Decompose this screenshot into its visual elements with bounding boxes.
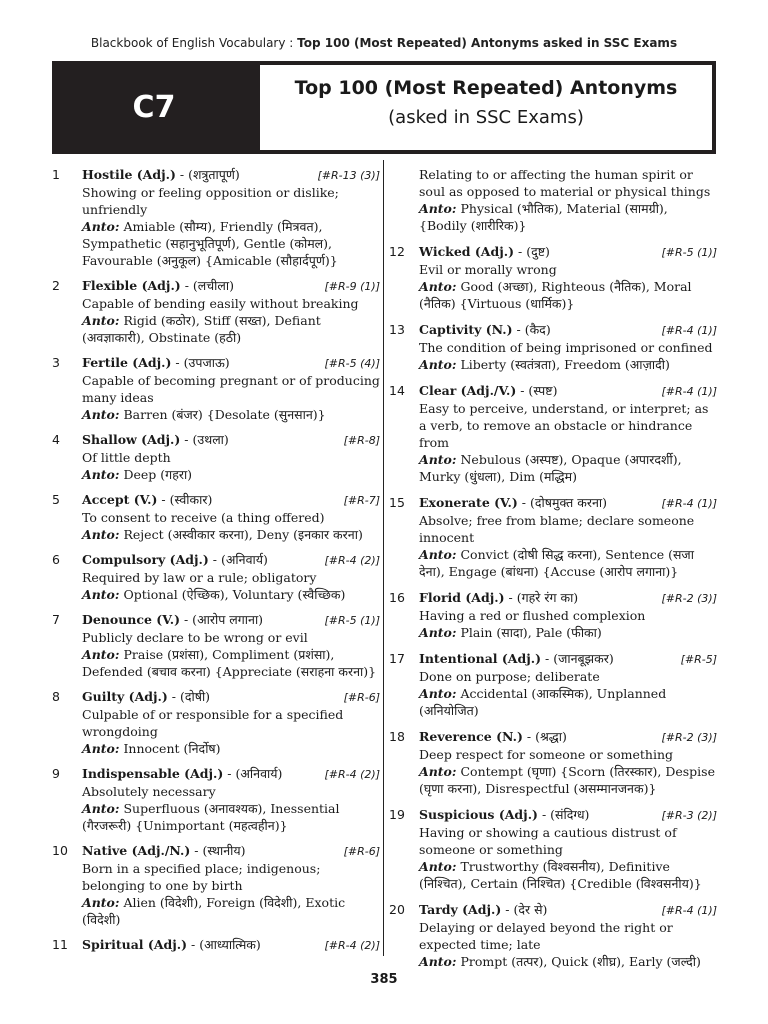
entry-definition: Capable of becoming pregnant or of producing many ideas — [82, 373, 380, 405]
entry-number: 8 — [52, 689, 60, 704]
entry-number: 17 — [389, 651, 405, 666]
entry-headword-line — [419, 243, 717, 261]
headword: Guilty (Adj.) — [82, 689, 168, 704]
entry-number: 3 — [52, 355, 60, 370]
entry-definition: Publicly declare to be wrong or evil — [82, 630, 308, 645]
entry-definition: To consent to receive (a thing offered) — [82, 510, 325, 525]
antonym-list: Physical (भौतिक), Material (सामग्री), {Bodily (शारीरिक)} — [419, 201, 668, 233]
hindi-meaning: - (अनिवार्य) — [208, 552, 268, 567]
hindi-meaning: - (संदिग्ध) — [537, 807, 590, 822]
entry-headword-line — [82, 936, 380, 954]
headword-group — [82, 277, 234, 294]
entry-number: 9 — [52, 766, 60, 781]
antonym-list: Amiable (सौम्य), Friendly (मित्रवत), Sympathetic (सहानुभूतिपूर्ण), Gentle (कोमल), Favourable (अनुकूल) {Amicable (सौहार्दपूर्ण)} — [82, 219, 338, 268]
entry-antonyms — [419, 685, 717, 719]
repeat-reference: [#R-5 (1)] — [661, 246, 717, 259]
entry-headword-line — [82, 166, 380, 184]
running-topic: Top 100 (Most Repeated) Antonyms asked in SSC Exams — [297, 36, 678, 50]
vocab-entry — [50, 936, 380, 954]
entry-number: 18 — [389, 729, 405, 744]
antonym-list: Contempt (घृणा) {Scorn (तिरस्कार), Despise (घृणा करना), Disrespectful (असम्मानजनक)} — [419, 764, 715, 796]
entry-antonyms — [82, 466, 380, 483]
entry-headword-line — [82, 688, 380, 706]
hindi-meaning: - (स्वीकार) — [157, 492, 213, 507]
anto-label: Anto: — [419, 279, 457, 294]
anto-label: Anto: — [419, 547, 457, 562]
entry-antonyms — [419, 624, 717, 641]
headword-group — [419, 650, 614, 667]
headword: Shallow (Adj.) — [82, 432, 181, 447]
entry-definition: Delaying or delayed beyond the right or expected time; late — [419, 920, 673, 952]
entry-11-continuation — [387, 166, 717, 234]
antonym-list: Barren (बंजर) {Desolate (सुनसान)} — [119, 407, 326, 422]
repeat-reference: [#R-4 (2)] — [324, 768, 380, 781]
headword-group — [82, 765, 282, 782]
headword-group — [82, 551, 268, 568]
entry-number: 6 — [52, 552, 60, 567]
antonym-list: Liberty (स्वतंत्रता), Freedom (आज़ादी) — [456, 357, 670, 372]
entry-definition: Evil or morally wrong — [419, 262, 557, 277]
anto-label: Anto: — [419, 452, 457, 467]
vocab-entry — [387, 728, 717, 797]
anto-label: Anto: — [419, 686, 457, 701]
vocab-entry — [50, 277, 380, 346]
entry-headword-line — [82, 551, 380, 569]
headword: Suspicious (Adj.) — [419, 807, 538, 822]
hindi-meaning: - (आरोप लगाना) — [180, 612, 264, 627]
anto-label: Anto: — [82, 741, 120, 756]
vocab-entry — [387, 382, 717, 485]
hindi-meaning: - (कैद) — [512, 322, 551, 337]
vocab-entry — [50, 166, 380, 269]
anto-label: Anto: — [82, 801, 120, 816]
entry-definition: Having a red or flushed complexion — [419, 608, 646, 623]
hindi-meaning: - (देर से) — [501, 902, 548, 917]
vocab-entry — [50, 431, 380, 483]
headword: Reverence (N.) — [419, 729, 523, 744]
antonym-list: Rigid (कठोर), Stiff (सख्त), Defiant (अवज्ञाकारी), Obstinate (हठी) — [82, 313, 321, 345]
chapter-title: Top 100 (Most Repeated) Antonyms — [294, 77, 678, 99]
headword-group — [82, 688, 210, 705]
antonym-list: Deep (गहरा) — [119, 467, 193, 482]
headword: Wicked (Adj.) — [419, 244, 515, 259]
entry-number: 12 — [389, 244, 405, 259]
headword-group — [82, 354, 230, 371]
hindi-meaning: - (उथला) — [180, 432, 229, 447]
vocab-entry — [387, 243, 717, 312]
hindi-meaning: - (श्रद्धा) — [522, 729, 567, 744]
hindi-meaning: - (स्पष्ट) — [516, 383, 558, 398]
vocab-entry — [50, 611, 380, 680]
entry-number: 13 — [389, 322, 405, 337]
entry-number: 14 — [389, 383, 405, 398]
entry-number: 19 — [389, 807, 405, 822]
headword: Denounce (V.) — [82, 612, 181, 627]
entry-headword-line — [419, 728, 717, 746]
entry-headword-line — [82, 611, 380, 629]
hindi-meaning: - (जानबूझकर) — [541, 651, 614, 666]
repeat-reference: [#R-4 (1)] — [661, 385, 717, 398]
headword: Florid (Adj.) — [419, 590, 505, 605]
entry-antonyms — [82, 894, 380, 928]
right-column — [387, 166, 717, 979]
hindi-meaning: - (स्थानीय) — [190, 843, 246, 858]
anto-label: Anto: — [82, 313, 120, 328]
entry-definition: The condition of being imprisoned or confined — [419, 340, 713, 355]
entry-antonyms — [82, 526, 380, 543]
vocab-entry — [387, 321, 717, 373]
anto-label: Anto: — [82, 219, 120, 234]
entry-headword-line — [419, 494, 717, 512]
entry-headword-line — [419, 321, 717, 339]
anto-label: Anto: — [82, 647, 120, 662]
entry-antonyms — [419, 200, 717, 234]
entry-definition: Of little depth — [82, 450, 171, 465]
headword: Spiritual (Adj.) — [82, 937, 188, 952]
headword: Fertile (Adj.) — [82, 355, 172, 370]
entry-definition: Done on purpose; deliberate — [419, 669, 600, 684]
antonym-list: Alien (विदेशी), Foreign (विदेशी), Exotic (विदेशी) — [82, 895, 346, 927]
headword-group — [82, 166, 240, 183]
entry-definition: Required by law or a rule; obligatory — [82, 570, 317, 585]
repeat-reference: [#R-4 (2)] — [324, 554, 380, 567]
entry-number: 10 — [52, 843, 68, 858]
antonym-list: Superfluous (अनावश्यक), Inessential (गैरजरूरी) {Unimportant (महत्वहीन)} — [82, 801, 340, 833]
repeat-reference: [#R-2 (3)] — [661, 592, 717, 605]
antonym-list: Optional (ऐच्छिक), Voluntary (स्वैच्छिक) — [119, 587, 346, 602]
entry-antonyms — [82, 646, 380, 680]
book-series: Blackbook of English Vocabulary : — [90, 36, 298, 50]
entry-number: 4 — [52, 432, 60, 447]
antonym-list: Reject (अस्वीकार करना), Deny (इनकार करना) — [119, 527, 363, 542]
entry-number: 20 — [389, 902, 405, 917]
headword: Indispensable (Adj.) — [82, 766, 224, 781]
repeat-reference: [#R-4 (1)] — [661, 324, 717, 337]
entry-number: 16 — [389, 590, 405, 605]
entry-headword-line — [419, 589, 717, 607]
anto-label: Anto: — [82, 467, 120, 482]
antonym-list: Prompt (तत्पर), Quick (शीघ्र), Early (जल्दी) — [456, 954, 701, 969]
headword: Tardy (Adj.) — [419, 902, 502, 917]
entry-antonyms — [419, 356, 717, 373]
anto-label: Anto: — [419, 357, 457, 372]
vocab-entry — [50, 842, 380, 928]
hindi-meaning: - (दोषी) — [167, 689, 211, 704]
entry-definition: Capable of bending easily without breaking — [82, 296, 359, 311]
anto-label: Anto: — [419, 764, 457, 779]
headword: Compulsory (Adj.) — [82, 552, 209, 567]
vocab-entry — [50, 491, 380, 543]
vocab-entry — [50, 551, 380, 603]
headword-group — [419, 589, 578, 606]
headword-group — [419, 243, 550, 260]
anto-label: Anto: — [419, 625, 457, 640]
repeat-reference: [#R-3 (2)] — [661, 809, 717, 822]
entry-definition: Deep respect for someone or something — [419, 747, 674, 762]
headword: Intentional (Adj.) — [419, 651, 542, 666]
antonym-list: Praise (प्रशंसा), Compliment (प्रशंसा), Defended (बचाव करना) {Appreciate (सराहना करना)} — [82, 647, 377, 679]
entry-antonyms — [419, 953, 717, 970]
anto-label: Anto: — [419, 201, 457, 216]
headword-group — [82, 431, 229, 448]
entry-antonyms — [82, 800, 380, 834]
entry-number: 11 — [52, 937, 68, 952]
headword-group — [82, 611, 263, 628]
entry-antonyms — [82, 740, 380, 757]
repeat-reference: [#R-8] — [343, 434, 380, 447]
headword-group — [419, 728, 567, 745]
headword: Exonerate (V.) — [419, 495, 518, 510]
chapter-badge: C7 — [52, 61, 256, 154]
headword-group — [419, 494, 607, 511]
repeat-reference: [#R-13 (3)] — [317, 169, 380, 182]
entry-headword-line — [419, 901, 717, 919]
entry-headword-line — [82, 842, 380, 860]
entry-headword-line — [82, 431, 380, 449]
vocab-entry — [387, 901, 717, 970]
entry-headword-line — [419, 806, 717, 824]
hindi-meaning: - (उपजाऊ) — [171, 355, 230, 370]
entry-number: 1 — [52, 167, 60, 182]
repeat-reference: [#R-4 (1)] — [661, 497, 717, 510]
antonym-list: Trustworthy (विश्वसनीय), Definitive (निश्चित), Certain (निश्चित) {Credible (विश्वसनीय)} — [419, 859, 702, 891]
headword-group — [419, 806, 589, 823]
antonym-list: Accidental (आकस्मिक), Unplanned (अनियोजित) — [419, 686, 667, 718]
headword-group — [82, 842, 246, 859]
entry-headword-line — [82, 491, 380, 509]
entry-antonyms — [419, 763, 717, 797]
page-number: 385 — [370, 972, 398, 987]
entry-antonyms — [82, 586, 380, 603]
anto-label: Anto: — [82, 587, 120, 602]
antonym-list: Innocent (निर्दोष) — [119, 741, 221, 756]
anto-label: Anto: — [82, 895, 120, 910]
entry-definition: Born in a specified place; indigenous; belonging to one by birth — [82, 861, 321, 893]
entry-antonyms — [419, 278, 717, 312]
vocab-entry — [387, 806, 717, 892]
entry-definition: Having or showing a cautious distrust of someone or something — [419, 825, 677, 857]
antonym-list: Plain (सादा), Pale (फीका) — [456, 625, 602, 640]
headword-group — [82, 491, 212, 508]
hindi-meaning: - (अनिवार्य) — [223, 766, 283, 781]
repeat-reference: [#R-4 (2)] — [324, 939, 380, 952]
headword: Accept (V.) — [82, 492, 158, 507]
entry-antonyms — [419, 546, 717, 580]
vocab-entry — [387, 650, 717, 719]
chapter-subtitle: (asked in SSC Exams) — [388, 107, 584, 128]
entry-headword-line — [82, 765, 380, 783]
repeat-reference: [#R-5 (1)] — [324, 614, 380, 627]
repeat-reference: [#R-4 (1)] — [661, 904, 717, 917]
hindi-meaning: - (दुष्ट) — [514, 244, 550, 259]
entry-definition: Culpable of or responsible for a specified wrongdoing — [82, 707, 344, 739]
chapter-title-box — [256, 61, 716, 154]
entry-antonyms — [82, 406, 380, 423]
vocab-entry — [50, 688, 380, 757]
headword: Hostile (Adj.) — [82, 167, 176, 182]
entry-number: 7 — [52, 612, 60, 627]
anto-label: Anto: — [419, 954, 457, 969]
hindi-meaning: - (लचीला) — [180, 278, 235, 293]
entry-headword-line — [419, 650, 717, 668]
entry-headword-line — [82, 277, 380, 295]
entry-definition: Absolve; free from blame; declare someone innocent — [419, 513, 695, 545]
antonym-list: Convict (दोषी सिद्ध करना), Sentence (सजा देना), Engage (बांधना) {Accuse (आरोप लगाना)} — [419, 547, 694, 579]
antonym-list: Nebulous (अस्पष्ट), Opaque (अपारदर्शी), Murky (धुंधला), Dim (मद्धिम) — [419, 452, 682, 484]
vocab-entry — [387, 589, 717, 641]
headword-group — [419, 901, 547, 918]
repeat-reference: [#R-9 (1)] — [324, 280, 380, 293]
vocab-entry — [387, 494, 717, 580]
vocab-entry — [50, 765, 380, 834]
hindi-meaning: - (शत्रुतापूर्ण) — [175, 167, 240, 182]
headword: Clear (Adj./V.) — [419, 383, 517, 398]
repeat-reference: [#R-5 (4)] — [324, 357, 380, 370]
repeat-reference: [#R-5] — [680, 653, 717, 666]
antonym-list: Good (अच्छा), Righteous (नैतिक), Moral (नैतिक) {Virtuous (धार्मिक)} — [419, 279, 692, 311]
repeat-reference: [#R-2 (3)] — [661, 731, 717, 744]
repeat-reference: [#R-7] — [343, 494, 380, 507]
vocab-entry — [50, 354, 380, 423]
anto-label: Anto: — [419, 859, 457, 874]
headword: Captivity (N.) — [419, 322, 513, 337]
entry-definition: Relating to or affecting the human spirit or soul as opposed to material or physical things — [419, 167, 711, 199]
entry-definition: Absolutely necessary — [82, 784, 216, 799]
entry-number: 15 — [389, 495, 405, 510]
repeat-reference: [#R-6] — [343, 691, 380, 704]
headword-group — [419, 321, 551, 338]
entry-antonyms — [419, 451, 717, 485]
repeat-reference: [#R-6] — [343, 845, 380, 858]
hindi-meaning: - (आध्यात्मिक) — [187, 937, 261, 952]
anto-label: Anto: — [82, 527, 120, 542]
headword-group — [82, 936, 261, 953]
hindi-meaning: - (गहरे रंग का) — [504, 590, 579, 605]
left-column — [50, 166, 380, 962]
entry-antonyms — [82, 312, 380, 346]
headword-group — [419, 382, 557, 399]
entry-number: 5 — [52, 492, 60, 507]
entry-definition: Showing or feeling opposition or dislike; unfriendly — [82, 185, 339, 217]
entry-number: 2 — [52, 278, 60, 293]
entry-antonyms — [82, 218, 380, 269]
entry-antonyms — [419, 858, 717, 892]
running-head — [0, 36, 768, 50]
entry-definition: Easy to perceive, understand, or interpret; as a verb, to remove an obstacle or hindrance from — [419, 401, 709, 450]
entry-headword-line — [82, 354, 380, 372]
headword: Flexible (Adj.) — [82, 278, 181, 293]
anto-label: Anto: — [82, 407, 120, 422]
column-divider — [383, 160, 384, 956]
entry-headword-line — [419, 382, 717, 400]
hindi-meaning: - (दोषमुक्त करना) — [517, 495, 608, 510]
headword: Native (Adj./N.) — [82, 843, 191, 858]
